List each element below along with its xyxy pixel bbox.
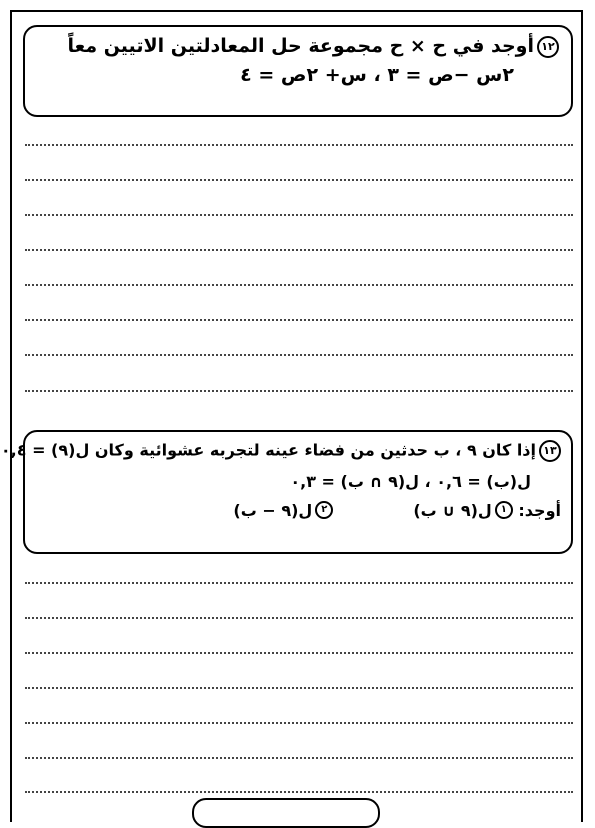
- question-12-number: ١٢: [537, 36, 559, 58]
- answer-line: [25, 179, 573, 181]
- answer-line: [25, 617, 573, 619]
- answer-line: [25, 354, 573, 356]
- answer-line: [25, 144, 573, 146]
- question-13-given: ل(ب) = ٠,٦ ، ل(٩ ∩ ب) = ٠,٣: [290, 472, 531, 491]
- answer-line: [25, 249, 573, 251]
- answer-line: [25, 390, 573, 392]
- question-13-text: [0, 440, 561, 462]
- question-12-statement: أوجد في ح × ح مجموعة حل المعادلتين الاتيين معاً: [67, 35, 534, 57]
- answer-line: [25, 284, 573, 286]
- question-12-box: [23, 25, 573, 117]
- item-1-expression: ل(٩ ∪ ب): [413, 501, 492, 520]
- question-13-find: [35, 501, 561, 520]
- find-label: أوجد:: [518, 501, 561, 520]
- answer-line: [25, 214, 573, 216]
- item-2-number: ٢: [315, 501, 333, 519]
- question-13-number: ١٣: [539, 440, 561, 462]
- question-13-statement: إذا كان ٩ ، ب حدثين من فضاء عينه لتجربه عشوائية وكان ل(٩) = ٠,٤: [0, 440, 536, 460]
- answer-line: [25, 757, 573, 759]
- worksheet-page: [0, 10, 583, 822]
- item-2-expression: ل(٩ − ب): [233, 501, 313, 520]
- answer-line: [25, 687, 573, 689]
- answer-line: [25, 791, 573, 793]
- answer-line: [25, 582, 573, 584]
- answer-line: [25, 722, 573, 724]
- answer-line: [25, 319, 573, 321]
- question-12-equations: ٢س −ص = ٣ ، س+ ٢ص = ٤: [240, 63, 514, 86]
- question-12-text: [37, 35, 559, 58]
- footer-tab: [192, 798, 380, 828]
- item-1-number: ١: [495, 501, 513, 519]
- answer-line: [25, 652, 573, 654]
- question-13-box: [0, 430, 573, 554]
